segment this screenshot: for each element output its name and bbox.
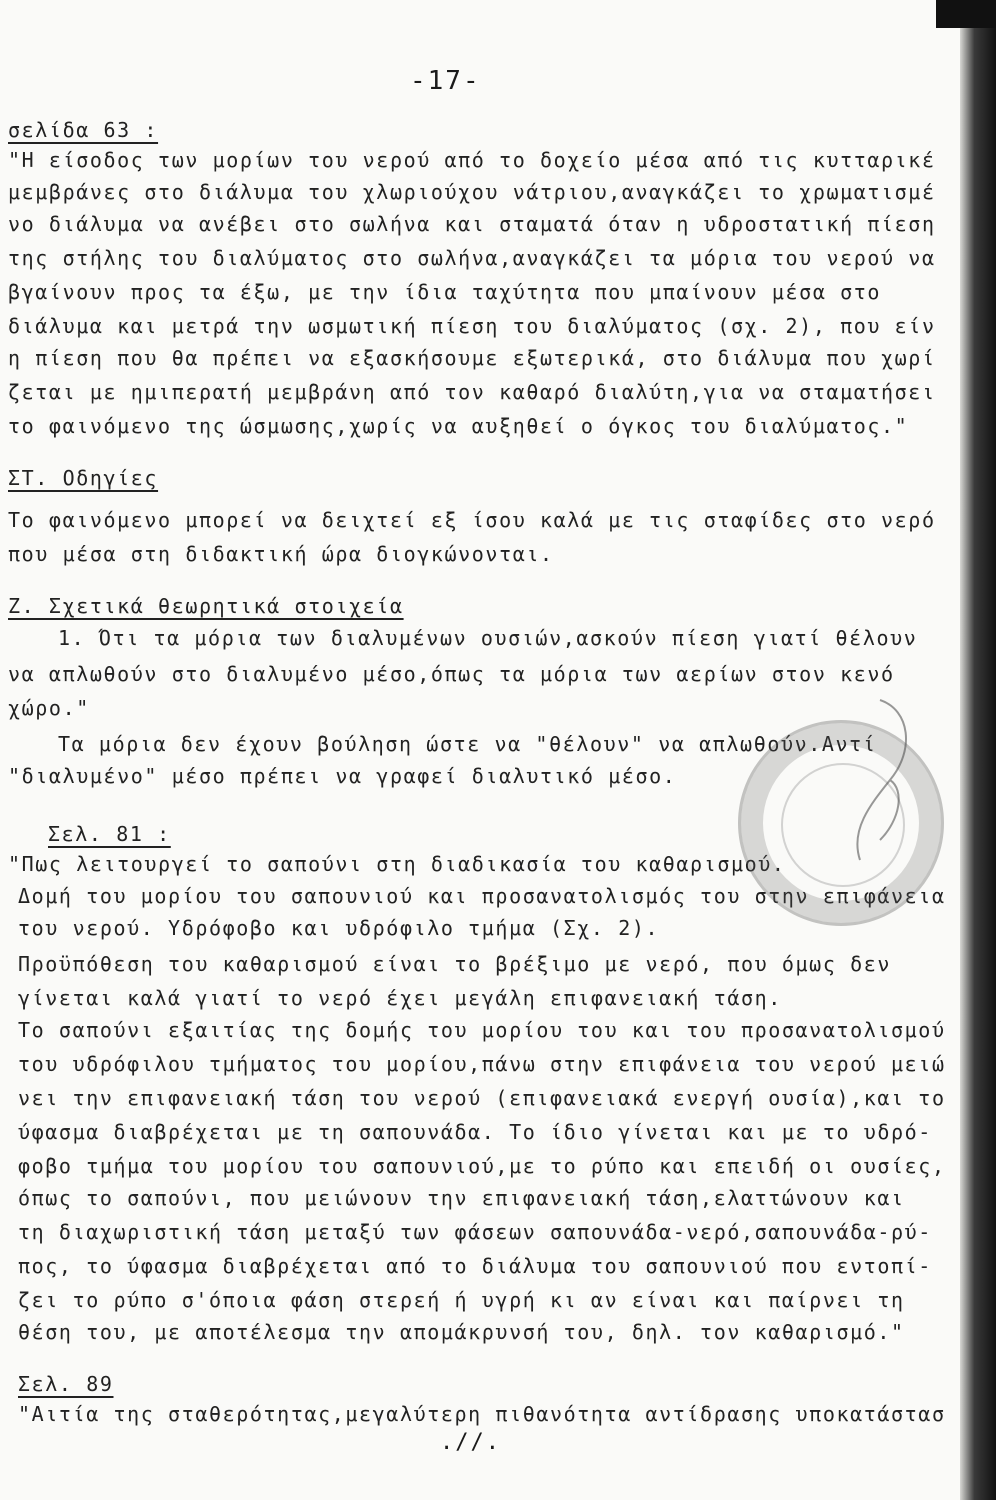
section-heading-page-81: Σελ. 81 : bbox=[48, 822, 171, 846]
text-line: Δομή του μορίου του σαπουνιού και προσανατολισμός του στην επιφάνεια bbox=[18, 884, 946, 908]
text-line: ζεται με ημιπερατή μεμβράνη από τον καθαρό διαλύτη,για να σταματήσει bbox=[8, 380, 936, 404]
text-line: πος, το ύφασμα διαβρέχεται από το διάλυμα του σαπουνιού που εντοπί- bbox=[18, 1254, 932, 1278]
page-number: -17- bbox=[410, 66, 481, 96]
text-line: "διαλυμένο" μέσο πρέπει να γραφεί διαλυτικό μέσο. bbox=[8, 764, 677, 788]
text-line: ύφασμα διαβρέχεται με τη σαπουνάδα. Το ίδιο γίνεται και με το υδρό- bbox=[18, 1120, 932, 1144]
text-line: Προϋπόθεση του καθαρισμού είναι το βρέξιμο με νερό, που όμως δεν bbox=[18, 952, 892, 976]
text-line: νο διάλυμα να ανέβει στο σωλήνα και σταματά όταν η υδροστατική πίεση bbox=[8, 212, 936, 236]
binding-edge bbox=[960, 0, 996, 1500]
signature-mark bbox=[820, 690, 930, 870]
text-line: του υδρόφιλου τμήματος του μορίου,πάνω στην επιφάνεια του νερού μειώ bbox=[18, 1052, 946, 1076]
text-line: διάλυμα και μετρά την ωσμωτική πίεση του διαλύματος (σχ. 2), που είν bbox=[8, 314, 936, 338]
text-line: μεμβράνες στο διάλυμα του χλωριούχου νάτριου,αναγκάζει το χρωματισμέ bbox=[8, 180, 936, 204]
text-line: βγαίνουν προς τα έξω, με την ίδια ταχύτητα που μπαίνουν μέσα στο bbox=[8, 280, 882, 304]
text-line: όπως το σαπούνι, που μειώνουν την επιφανειακή τάση,ελαττώνουν και bbox=[18, 1186, 905, 1210]
text-line: του νερού. Υδρόφοβο και υδρόφιλο τμήμα (Σχ. 2). bbox=[18, 916, 660, 940]
text-line: χώρο." bbox=[8, 696, 90, 720]
text-line: "Αιτία της σταθερότητας,μεγαλύτερη πιθανότητα αντίδρασης υποκατάστασ bbox=[18, 1402, 946, 1426]
text-line: της στήλης του διαλύματος στο σωλήνα,αναγκάζει τα μόρια του νερού να bbox=[8, 246, 936, 270]
text-line: ζει το ρύπο σ'όποια φάση στερεή ή υγρή κι αν είναι και παίρνει τη bbox=[18, 1288, 905, 1312]
text-line: Τα μόρια δεν έχουν βούληση ώστε να "θέλουν" να απλωθούν.Αντί bbox=[58, 732, 877, 756]
text-line: το φαινόμενο της ώσμωσης,χωρίς να αυξηθεί ο όγκος του διαλύματος." bbox=[8, 414, 909, 438]
text-line: γίνεται καλά γιατί το νερό έχει μεγάλη επιφανειακή τάση. bbox=[18, 986, 782, 1010]
footer-mark: .//. bbox=[440, 1430, 501, 1455]
text-line: νει την επιφανειακή τάση του νερού (επιφανειακά ενεργή ουσία),και το bbox=[18, 1086, 946, 1110]
text-line: η πίεση που θα πρέπει να εξασκήσουμε εξωτερικά, στο διάλυμα που χωρί bbox=[8, 346, 936, 370]
text-line: 1. Ότι τα μόρια των διαλυμένων ουσιών,ασκούν πίεση γιατί θέλουν bbox=[58, 626, 918, 650]
text-line: να απλωθούν στο διαλυμένο μέσο,όπως τα μόρια των αερίων στον κενό bbox=[8, 662, 895, 686]
text-line: που μέσα στη διδακτική ώρα διογκώνονται. bbox=[8, 542, 554, 566]
text-line: Το σαπούνι εξαιτίας της δομής του μορίου του και του προσανατολισμού bbox=[18, 1018, 946, 1042]
text-line: "Η είσοδος των μορίων του νερού από το δοχείο μέσα από τις κυτταρικέ bbox=[8, 148, 936, 172]
text-line: Το φαινόμενο μπορεί να δειχτεί εξ ίσου καλά με τις σταφίδες στο νερό bbox=[8, 508, 936, 532]
text-line: τη διαχωριστική τάση μεταξύ των φάσεων σαπουνάδα-νερό,σαπουνάδα-ρύ- bbox=[18, 1220, 932, 1244]
section-heading-page-63: σελίδα 63 : bbox=[8, 118, 159, 142]
text-line: θέση του, με αποτέλεσμα την απομάκρυνσή του, δηλ. τον καθαρισμό." bbox=[18, 1320, 905, 1344]
section-heading-theory: Ζ. Σχετικά θεωρητικά στοιχεία bbox=[8, 594, 404, 618]
section-heading-page-89: Σελ. 89 bbox=[18, 1372, 114, 1396]
text-line: φοβο τμήμα του μορίου του σαπουνιού,με το ρύπο και επειδή οι ουσίες, bbox=[18, 1154, 946, 1178]
text-line: "Πως λειτουργεί το σαπούνι στη διαδικασία του καθαρισμού. bbox=[8, 852, 786, 876]
corner-shadow bbox=[936, 0, 996, 28]
section-heading-guidelines: ΣΤ. Οδηγίες bbox=[8, 466, 159, 490]
